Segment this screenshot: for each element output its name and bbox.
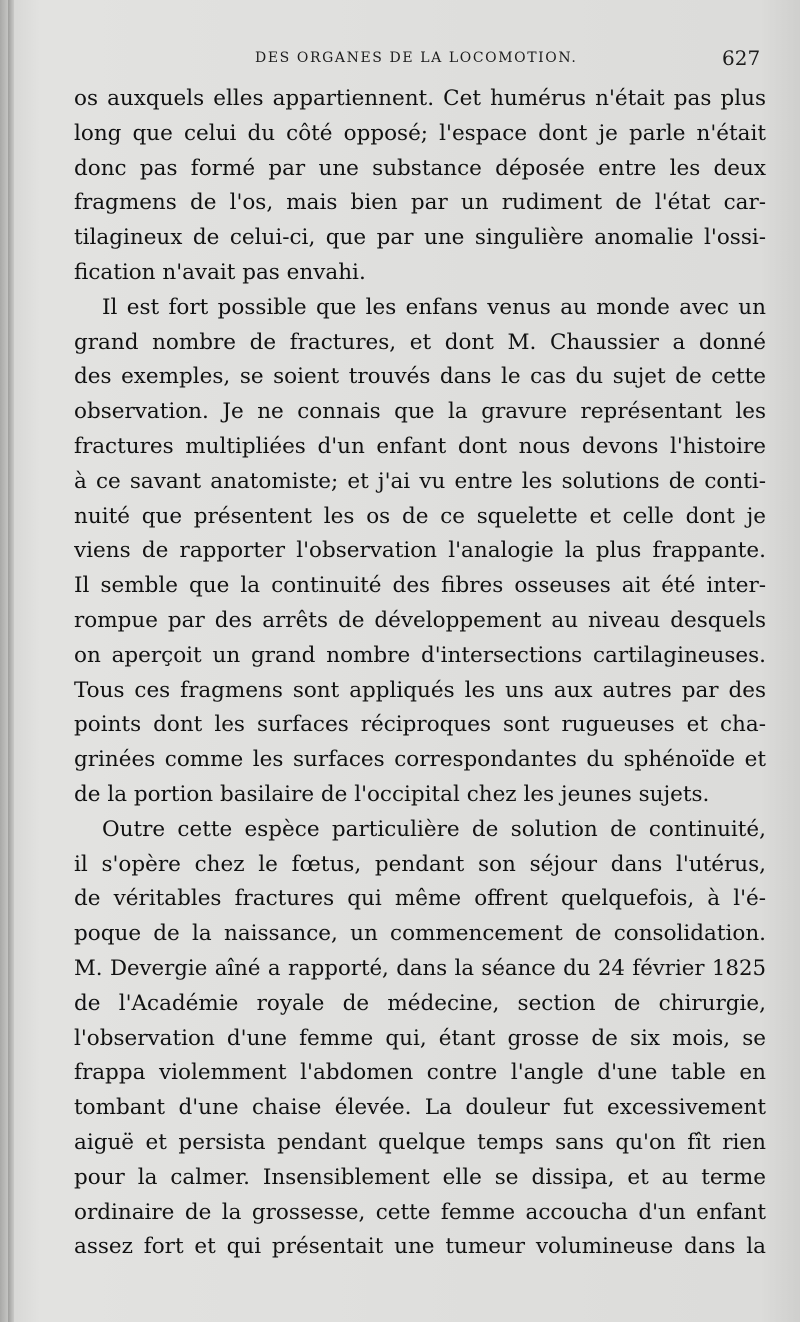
text-line: frappa violemment l'abdomen contre l'angle d'une table en xyxy=(74,1060,766,1086)
text-line: Il est fort possible que les enfans venus au monde avec un xyxy=(102,294,766,320)
text-line: long que celui du côté opposé; l'espace dont je parle n'était xyxy=(74,120,766,146)
page-gutter-shadow xyxy=(8,0,14,1322)
text-line: grinées comme les surfaces correspondantes du sphénoïde et xyxy=(74,747,766,773)
text-line: viens de rapporter l'observation l'analogie la plus frappante. xyxy=(74,538,766,564)
page-number: 627 xyxy=(722,46,761,70)
text-line: poque de la naissance, un commencement de consolidation. xyxy=(74,921,766,947)
text-line: os auxquels elles appartiennent. Cet humérus n'était pas plus xyxy=(74,86,766,111)
text-line: l'observation d'une femme qui, étant grosse de six mois, se xyxy=(74,1025,766,1051)
text-line: on aperçoit un grand nombre d'intersections cartilagineuses. xyxy=(74,642,766,668)
running-head: DES ORGANES DE LA LOCOMOTION. xyxy=(255,50,578,66)
text-line: il s'opère chez le fœtus, pendant son séjour dans l'utérus, xyxy=(74,851,766,877)
text-line: Tous ces fragmens sont appliqués les uns aux autres par des xyxy=(74,677,766,703)
text-line: de véritables fractures qui même offrent quelquefois, à l'é- xyxy=(74,886,766,912)
text-line: nuité que présentent les os de ce squelette et celle dont je xyxy=(74,503,766,529)
text-line: fication n'avait pas envahi. xyxy=(74,259,366,285)
text-line: Outre cette espèce particulière de solution de continuité, xyxy=(102,816,766,842)
text-line: points dont les surfaces réciproques sont rugueuses et cha- xyxy=(74,712,766,738)
text-line: grand nombre de fractures, et dont M. Chaussier a donné xyxy=(74,329,766,355)
text-line: pour la calmer. Insensiblement elle se dissipa, et au terme xyxy=(74,1164,766,1190)
body-text xyxy=(74,82,766,1265)
text-line: à ce savant anatomiste; et j'ai vu entre les solutions de conti- xyxy=(74,468,766,494)
text-line: donc pas formé par une substance déposée entre les deux xyxy=(74,155,766,181)
text-line: tombant d'une chaise élevée. La douleur fut excessivement xyxy=(74,1095,766,1121)
text-line: fragmens de l'os, mais bien par un rudiment de l'état car- xyxy=(74,190,766,216)
text-line: assez fort et qui présentait une tumeur volumineuse dans la xyxy=(74,1234,766,1260)
text-line: fractures multipliées d'un enfant dont nous devons l'histoire xyxy=(74,433,766,459)
text-line: des exemples, se soient trouvés dans le cas du sujet de cette xyxy=(74,364,766,390)
text-line: M. Devergie aîné a rapporté, dans la séance du 24 février 1825 xyxy=(74,955,766,981)
text-line: de l'Académie royale de médecine, section de chirurgie, xyxy=(74,990,766,1016)
text-line: aiguë et persista pendant quelque temps sans qu'on fît rien xyxy=(74,1129,766,1155)
text-line: Il semble que la continuité des fibres osseuses ait été inter- xyxy=(74,573,766,599)
text-line: ordinaire de la grossesse, cette femme accoucha d'un enfant xyxy=(74,1199,766,1225)
text-line: rompue par des arrêts de développement au niveau desquels xyxy=(74,607,766,633)
text-line: observation. Je ne connais que la gravure représentant les xyxy=(74,399,766,425)
text-line: tilagineux de celui-ci, que par une singulière anomalie l'ossi- xyxy=(74,225,766,251)
text-line: de la portion basilaire de l'occipital chez les jeunes sujets. xyxy=(74,781,710,807)
